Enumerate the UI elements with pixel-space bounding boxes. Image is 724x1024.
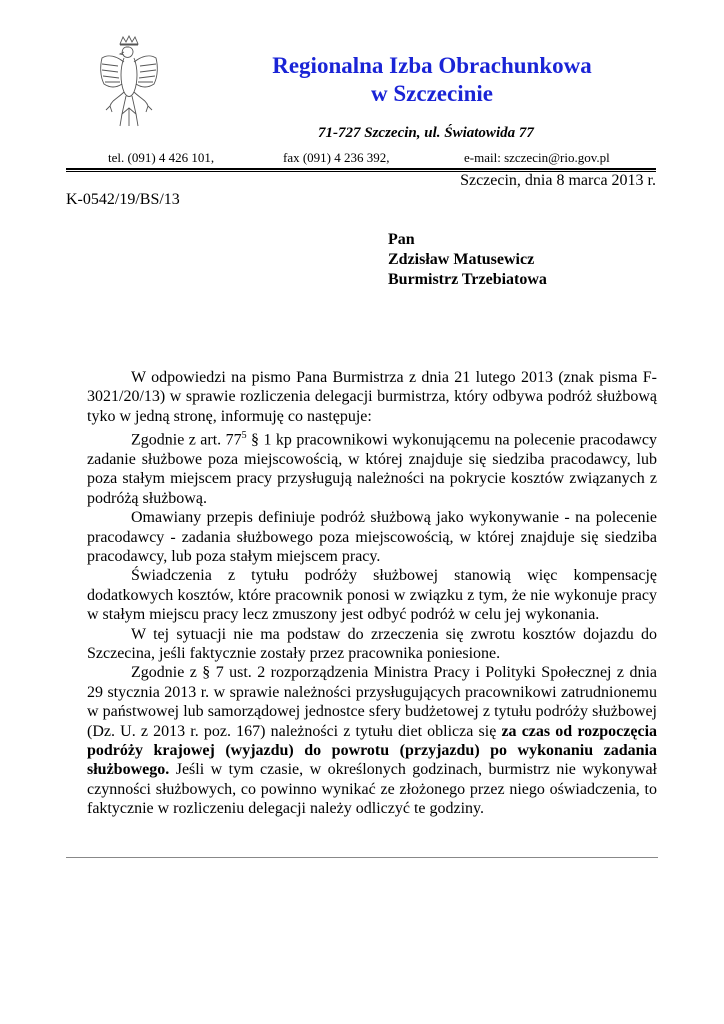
- article-superscript: 5: [241, 430, 247, 442]
- footer-divider: [66, 857, 658, 858]
- header-divider: [66, 168, 656, 170]
- paragraph-6-rest: Jeśli w tym czasie, w określonych godzinach, burmistrz nie wykonywał czynności służbowych, co powinno wynikać ze złożonego przez niego oświadczenia, to faktycznie w rozliczeniu delegacji należy odliczyć te godziny.: [87, 761, 657, 818]
- paragraph-6-emphasis: za czas od rozpoczęcia podróży krajowej (wyjazdu) do powrotu (przyjazdu) po wykonaniu zadania służbowego.: [87, 722, 658, 779]
- addressee-block: [388, 230, 547, 290]
- email-address: e-mail: szczecin@rio.gov.pl: [464, 150, 610, 165]
- paragraph-5: W tej sytuacji nie ma podstaw do zrzeczenia się zwrotu kosztów dojazdu do Szczecina, jeśli faktycznie zostały przez pracownika poniesione.: [87, 625, 657, 663]
- paragraph-2-rest: § 1 kp pracownikowi wykonującemu na polecenie pracodawcy zadanie służbowe poza miejscowością, w której znajduje się siedziba pracodawcy, lub poza stałym miejscem pracy przysługują należności na pokrycie kosztów związanych z podróżą służbową.: [87, 431, 658, 507]
- addressee-salutation: Pan: [388, 231, 415, 248]
- reference-number: K-0542/19/BS/13: [66, 191, 180, 208]
- letter-date: Szczecin, dnia 8 marca 2013 r.: [460, 172, 656, 189]
- fax-number: fax (091) 4 236 392,: [283, 150, 390, 165]
- addressee-name: Zdzisław Matusewicz: [388, 251, 535, 268]
- paragraph-6: [87, 663, 657, 818]
- paragraph-2: [87, 426, 657, 508]
- institution-name: [0, 52, 724, 108]
- letter-body: [87, 368, 657, 819]
- institution-name-line2: w Szczecinie: [371, 81, 493, 106]
- paragraph-4: Świadczenia z tytułu podróży służbowej stanowią więc kompensację dodatkowych kosztów, które pracownik ponosi w związku z tym, że nie wykonuje pracy w stałym miejscu pracy lecz zmuszony jest odbyć podróż w celu jej wykonania.: [87, 567, 657, 624]
- addressee-role: Burmistrz Trzebiatowa: [388, 271, 547, 288]
- paragraph-6-start: Zgodnie z § 7 ust. 2 rozporządzenia Ministra Pracy i Polityki Społecznej z dnia 29 stycznia 2013 r. w sprawie należności przysługujących pracownikowi zatrudnionemu w państwowej lub samorządowej jednostce sfery budżetowej z tytułu podróży służbowej (Dz. U. z 2013 r. poz. 167) należności z tytułu diet oblicza się: [87, 664, 657, 740]
- institution-address: 71-727 Szczecin, ul. Światowida 77: [318, 125, 534, 141]
- paragraph-3: Omawiany przepis definiuje podróż służbową jako wykonywanie - na polecenie pracodawcy - zadania służbowego poza miejscowością, w której znajduje się siedziba pracodawcy, lub poza stałym miejscem pracy.: [87, 509, 657, 565]
- contact-line: [108, 150, 628, 168]
- phone-number: tel. (091) 4 426 101,: [108, 150, 215, 165]
- paragraph-1: W odpowiedzi na pismo Pana Burmistrza z dnia 21 lutego 2013 (znak pisma F-3021/20/13) w sprawie rozliczenia delegacji burmistrza, który odbywa podróż służbową tyko w jedną stronę, informuję co następuje:: [87, 369, 657, 425]
- paragraph-2-start: Zgodnie z art. 77: [131, 431, 242, 449]
- institution-name-line1: Regionalna Izba Obrachunkowa: [272, 53, 592, 78]
